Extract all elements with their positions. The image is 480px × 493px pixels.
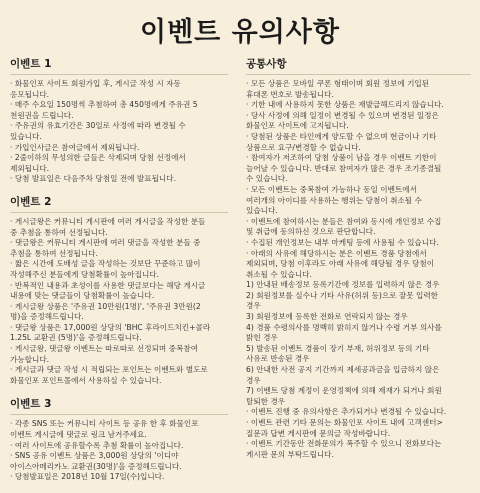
notice-item: 5) 발송된 이벤트 경품이 장기 부재, 허위정보 등의 기타 사유로 반송된 경우 — [246, 343, 430, 364]
notice-item: · 댓글왕 상품은 17,000원 상당의 'BHC 후라이드치킨+콜라 1.25L 교환권 (5명)'을 증정해드립니다. — [10, 322, 211, 343]
notice-item: · 수집된 개인정보는 내부 마케팅 등에 사용될 수 있습니다. — [246, 237, 439, 247]
right-column — [246, 56, 471, 460]
notice-item: · 게시글왕은 커뮤니티 게시판에 여러 게시글을 작성한 분들 중 추첨을 통하여 선정됩니다. — [10, 216, 206, 237]
notice-item: 6) 안내한 사전 공지 기간까지 제세공과금을 입금하지 않은 경우 — [246, 365, 440, 385]
notice-item: · SNS 공유 이벤트 상품은 3,000원 상당의 '이디야 아이스아메리카노 교환권(30명)'을 증정해드립니다. — [10, 451, 182, 471]
notice-item: · 당첨 발표일은 다음주차 당첨일 전에 발표됩니다. — [10, 174, 177, 184]
event1-heading: 이벤트 1 — [10, 56, 228, 75]
event1-section — [10, 56, 228, 185]
notice-item: · 게시글과 댓글 작성 시 적립되는 포인트는 이벤트와 별도로 화물인포 포인트몰에서 사용하실 수 있습니다. — [10, 365, 208, 385]
notice-item: · 반복적인 내용과 초성이를 사용한 댓글보다는 해당 게시글 내용에 맞는 댓글들이 당첨확률이 높습니다. — [10, 280, 206, 301]
notice-item: · 당첨발표일은 2018년 10월 17일(수)입니다. — [10, 472, 165, 482]
event3-list — [10, 419, 228, 483]
notice-item: · 매주 수요일 150명씩 추첨하여 총 450명에게 주유권 5 천원권을 드립니다. — [10, 100, 198, 120]
notice-item: 1) 안내된 배송정보 등록기간에 정보를 입력하지 않은 경우 — [246, 280, 440, 290]
notice-item: 7) 이벤트 당첨 계정이 운영정책에 의해 제재가 되거나 회원 탈퇴한 경우 — [246, 386, 442, 406]
event1-list — [10, 79, 228, 185]
left-column — [10, 56, 228, 483]
notice-item: · 게시글왕, 댓글왕 이벤트는 따로따로 선정되며 중복참여 가능합니다. — [10, 344, 199, 364]
notice-item: · 짧은 시간에 도배성 글을 작성하는 것보단 꾸준하고 많이 작성해주신 분들에게 당첨확률이 높아집니다. — [10, 259, 201, 279]
notice-item: · 주유권의 유효기간은 30일로 사정에 따라 변경될 수 있습니다. — [10, 121, 186, 141]
notice-item: 4) 경품 수령의사를 명백히 밝히지 않거나 수령 거부 의사를 밝힌 경우 — [246, 322, 442, 343]
event3-section — [10, 396, 228, 483]
page-title: 이벤트 유의사항 — [140, 17, 340, 48]
notice-item: · 게시글왕 상품은 '주유권 10만원(1명)', '주유권 3만원(2 명)을 증정해드립니다. — [10, 301, 201, 322]
event3-heading: 이벤트 3 — [10, 396, 228, 415]
notice-item: · 이벤트 진행 중 유의사항은 추가되거나 변경될 수 있습니다. — [246, 407, 447, 417]
notice-item: · 당사 사정에 의해 일정이 변경될 수 있으며 변경된 일정은 화물인포 사이트에 고지됩니다. — [246, 110, 439, 131]
notice-item: · 이벤트에 참여하시는 분들은 참여와 동시에 개인정보 수집 및 취급에 동의하신 것으로 판단합니다. — [246, 216, 442, 237]
notice-item: 3) 회원정보에 등록한 전화로 연락되지 않는 경우 — [246, 312, 408, 322]
notice-item: · 모든 상품은 모바일 쿠폰 형태이며 회원 정보에 기입된 휴대폰 번호로 발송됩니다. — [246, 79, 430, 99]
notice-item: 2) 회원정보를 실수나 기타 사유(허위 등)으로 잘못 입력한 경우 — [246, 290, 438, 311]
notice-item: · 모든 이벤트는 중복참여 가능하나 동일 이벤트에서 여러개의 아이디를 사용하는 행위는 당첨이 취소될 수 있습니다. — [246, 184, 422, 216]
event2-section — [10, 194, 228, 387]
notice-item: · 당첨된 상품은 타인에게 양도할 수 없으며 현금이나 기타 상품으로 요구/변경할 수 없습니다. — [246, 131, 437, 152]
notice-item: · 아래의 사유에 해당하시는 분은 이벤트 경품 당첨에서 제외되며, 당첨 이후라도 아래 사유에 해당될 경우 당첨이 취소될 수 있습니다. — [246, 248, 435, 279]
notice-item: · 이벤트 관련 기타 문의는 화물인포 사이트 내에 고객센터> 질문과 답변 게시판에 문의글 작성바랍니다. — [246, 418, 443, 438]
notice-item: · 댓글왕은 커뮤니티 게시판에 여러 댓글을 작성한 분들 중 추첨을 통하여 선정됩니다. — [10, 238, 201, 258]
notice-item: · 이벤트 기간동안 전화문의가 폭주할 수 있으니 전화보다는 게시판 문의 부탁드립니다. — [246, 439, 442, 459]
event2-heading: 이벤트 2 — [10, 194, 228, 213]
notice-item: · 각종 SNS 또는 커뮤니티 사이트 등 공유 한 후 화물인포 이벤트 게시글에 댓글로 링크 남겨주세요. — [10, 419, 199, 440]
notice-item: · 참여자가 저조하여 당첨 상품이 남을 경우 이벤트 기한이 늘어날 수 있습니다. 반대로 참여자가 많은 경우 조기종결될 수 있습니다. — [246, 153, 442, 184]
event2-list — [10, 217, 228, 387]
common-section — [246, 56, 471, 460]
notice-item: · 가입인사글은 참여글에서 제외됩니다. — [10, 142, 140, 152]
notice-item: · 여러 사이트에 공유할수록 추첨 확률이 높아집니다. — [10, 440, 184, 450]
notice-item: · 화물인포 사이트 회원가입 후, 게시글 작성 시 자동 응모됩니다. — [10, 79, 181, 99]
notice-item: · 기한 내에 사용하지 못한 상품은 재발급해드리지 않습니다. — [246, 100, 444, 110]
notice-item: · 2줄이하의 무성의한 글들은 삭제되며 당첨 선정에서 제외됩니다. — [10, 153, 186, 173]
common-list — [246, 79, 471, 460]
common-heading: 공통사항 — [246, 56, 471, 75]
